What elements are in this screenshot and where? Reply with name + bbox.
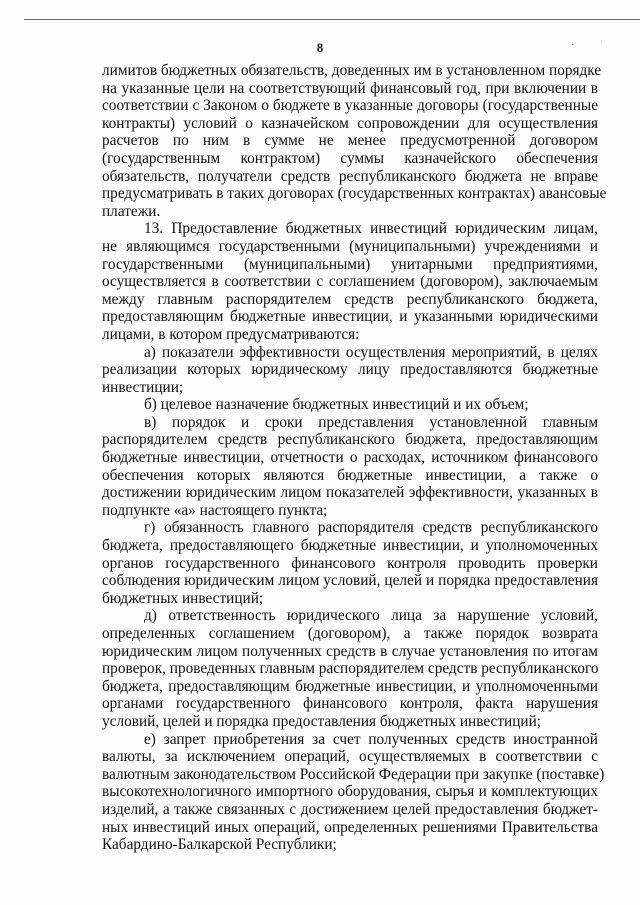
- text-line: лицами, в котором предусматриваются:: [102, 325, 360, 343]
- text-line: обязательств, получатели средств республиканского бюджета не вправе: [102, 167, 598, 185]
- text-line: бюджета, предоставляющим бюджетные инвестиции, и уполномоченными: [102, 677, 598, 695]
- text-line: лимитов бюджетных обязательств, доведенных им в установленном порядке: [102, 62, 602, 79]
- text-line: обеспечения которых являются бюджетные инвестиции, а также о: [102, 466, 598, 484]
- text-line: расчетов по ним в сумме не менее предусмотренной договором: [102, 132, 598, 150]
- text-line: государственными (муниципальными) унитарными предприятиями,: [102, 255, 598, 273]
- text-line: органами государственного финансового контроля, факта нарушения: [102, 695, 598, 713]
- text-line: достижении юридическим лицом показателей эффективности, указанных в: [102, 484, 598, 502]
- text-line: на указанные цели на соответствующий финансовый год, при включении в: [102, 79, 598, 97]
- scan-speck: ·: [571, 40, 575, 51]
- paragraph-first-line: б) целевое назначение бюджетных инвестиций и их объем;: [144, 396, 529, 414]
- text-line: условий, целей и порядка предоставления бюджетных инвестиций;: [102, 712, 542, 730]
- text-line: валюты, за исключением операций, осуществляемых в соответствии с: [102, 748, 598, 766]
- text-line: осуществляется в соответствии с соглашением (договором), заключаемым: [102, 273, 598, 291]
- text-line: органов государственного финансового контроля проводить проверки: [102, 554, 598, 572]
- page-number: 8: [316, 40, 324, 55]
- paragraph-first-line: в) порядок и сроки представления установленной главным: [144, 413, 598, 431]
- text-line: платежи.: [102, 202, 161, 220]
- document-body: [102, 62, 607, 854]
- text-line: соответствии с Законом о бюджете в указанные договоры (государственные: [102, 97, 598, 115]
- text-line: между главным распорядителем средств республиканского бюджета,: [102, 290, 598, 308]
- text-line: (государственным контрактом) суммы казначейского обеспечения: [102, 149, 598, 167]
- text-line: валютным законодательством Российской Федерации при закупке (поставке): [102, 765, 605, 783]
- header-rule: [24, 19, 640, 20]
- text-line: подпункте «а» настоящего пункта;: [102, 501, 328, 519]
- text-line: определенных соглашением (договором), а также порядок возврата: [102, 625, 598, 642]
- paragraph-first-line: д) ответственность юридического лица за нарушение условий,: [144, 607, 598, 625]
- text-line: распорядителем средств республиканского бюджета, предоставляющим: [102, 431, 598, 449]
- text-line: юридическим лицом полученных средств в случае установления по итогам: [102, 642, 598, 660]
- text-line: инвестиции;: [102, 378, 184, 396]
- text-line: не являющимся государственными (муниципальными) учреждениями и: [102, 237, 598, 255]
- paragraph-first-line: а) показатели эффективности осуществления мероприятий, в целях: [144, 343, 598, 361]
- text-line: предоставляющим бюджетные инвестиции, и указанными юридическими: [102, 308, 598, 326]
- text-line: проверок, проведенных главным распорядителем средств республиканского: [102, 660, 599, 678]
- scan-speck: ˈ: [600, 40, 604, 51]
- text-line: высокотехнологичного импортного оборудования, сырья и комплектующих: [102, 783, 598, 801]
- text-line: реализации которых юридическому лицу предоставляются бюджетные: [102, 361, 598, 379]
- text-line: соблюдения юридическим лицом условий, целей и порядка предоставления: [102, 572, 598, 590]
- paragraph-first-line: е) запрет приобретения за счет полученных средств иностранной: [144, 730, 598, 748]
- text-line: изделий, а также связанных с достижением целей предоставления бюджет-: [102, 800, 598, 818]
- text-line: бюджета, предоставляющего бюджетные инвестиции, и уполномоченных: [102, 537, 598, 555]
- text-line: Кабардино-Балкарской Республики;: [102, 836, 337, 854]
- text-line: бюджетных инвестиций;: [102, 589, 264, 607]
- text-line: контракты) условий о казначейском сопровождении для осуществления: [102, 114, 598, 132]
- text-line: бюджетные инвестиции, отчетности о расходах, источником финансового: [102, 449, 598, 467]
- paragraph-first-line: 13. Предоставление бюджетных инвестиций юридическим лицам,: [144, 220, 598, 238]
- paragraph-first-line: г) обязанность главного распорядителя средств республиканского: [144, 519, 598, 537]
- text-line: предусматривать в таких договорах (государственных контрактах) авансовые: [102, 185, 607, 203]
- text-line: ных инвестиций иных операций, определенных решениями Правительства: [102, 818, 598, 836]
